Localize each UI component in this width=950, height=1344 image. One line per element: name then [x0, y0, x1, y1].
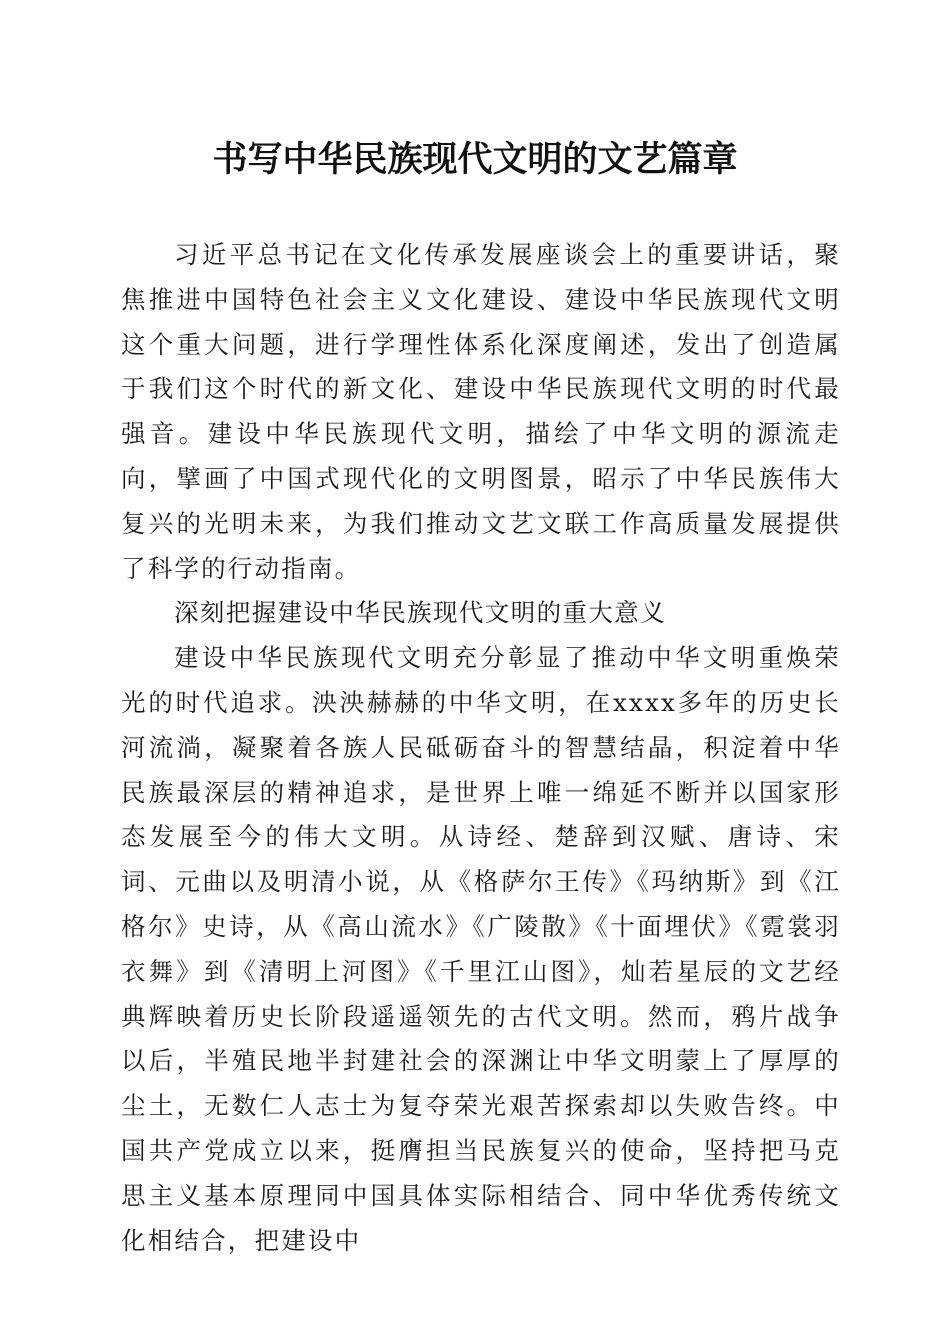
section-paragraph: 建设中华民族现代文明充分彰显了推动中华文明重焕荣光的时代追求。泱泱赫赫的中华文明，在xxxx多年的历史长河流淌，凝聚着各族人民砥砺奋斗的智慧结晶，积淀着中华民族最深层的精神追求，是世界上唯一绵延不断并以国家形态发展至今的伟大文明。从诗经、楚辞到汉赋、唐诗、宋词、元曲以及明清小说，从《格萨尔王传》《玛纳斯》到《江格尔》史诗，从《高山流水》《广陵散》《十面埋伏》《霓裳羽衣舞》到《清明上河图》《千里江山图》，灿若星辰的文艺经典辉映着历史长阶段遥遥领先的古代文明。然而，鸦片战争以后，半殖民地半封建社会的深渊让中华文明蒙上了厚厚的尘土，无数仁人志士为复夺荣光艰苦探索却以失败告终。中国共产党成立以来，挺膺担当民族复兴的使命，坚持把马克思主义基本原理同中国具体实际相结合、同中华优秀传统文化相结合，把建设中 — [121, 643, 841, 1255]
document-title: 书写中华民族现代文明的文艺篇章 — [212, 139, 738, 180]
document-body — [121, 233, 841, 1263]
section-heading: 深刻把握建设中华民族现代文明的重大意义 — [174, 598, 667, 628]
intro-paragraph: 习近平总书记在文化传承发展座谈会上的重要讲话，聚焦推进中国特色社会主义文化建设、建设中华民族现代文明这个重大问题，进行学理性体系化深度阐述，发出了创造属于我们这个时代的新文化、建设中华民族现代文明的时代最强音。建设中华民族现代文明，描绘了中华文明的源流走向，擘画了中国式现代化的文明图景，昭示了中华民族伟大复兴的光明未来，为我们推动文艺文联工作高质量发展提供了科学的行动指南。 — [121, 240, 841, 583]
